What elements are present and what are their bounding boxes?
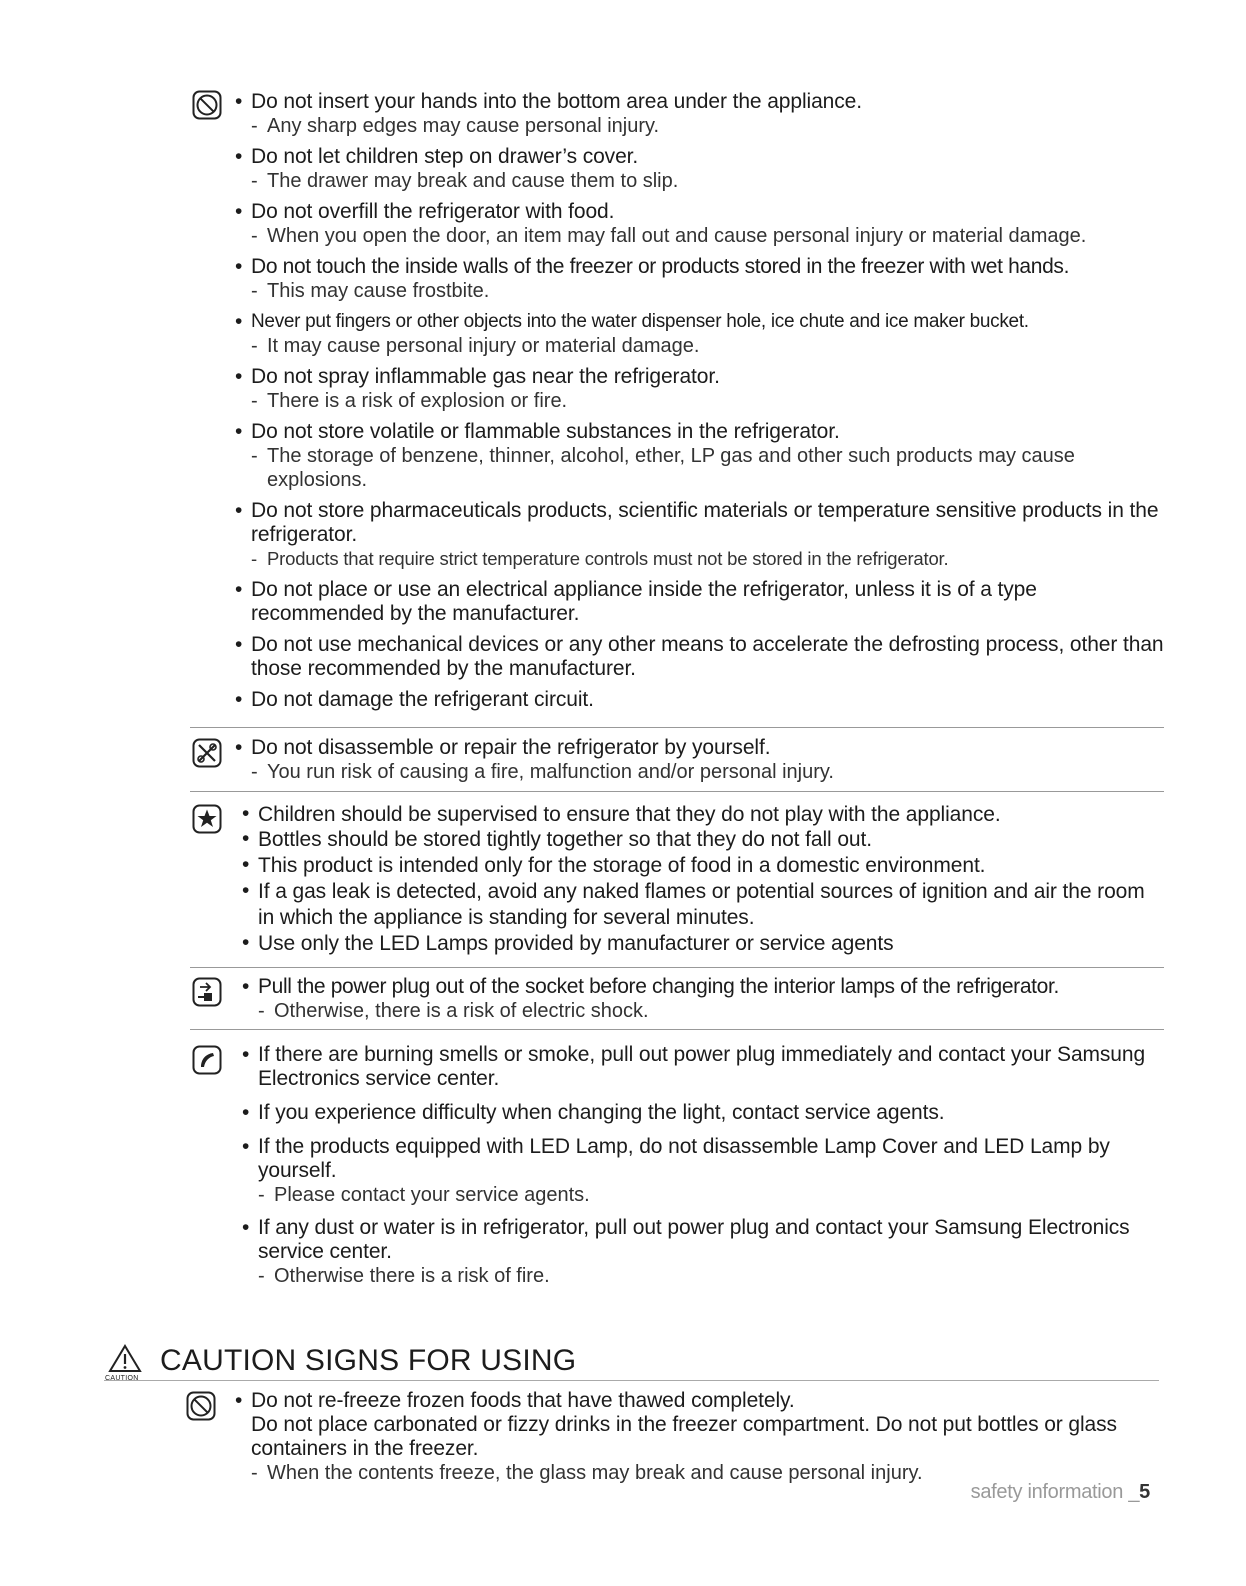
list-item: • If any dust or water is in refrigerator, pull out power plug and contact your Samsung Electronics service center. - Otherwise there is a risk of fire.	[242, 1216, 1164, 1288]
section-title: CAUTION SIGNS FOR USING	[160, 1344, 577, 1377]
item-subtext: - You run risk of causing a fire, malfunction and/or personal injury.	[251, 761, 834, 783]
item-subtext: - This may cause frostbite.	[251, 280, 490, 302]
no-disassembly-icon	[192, 738, 222, 768]
list-item: • If you experience difficulty when changing the light, contact service agents.	[242, 1101, 1164, 1125]
list-item: • Children should be supervised to ensure that they do not play with the appliance.	[242, 802, 1164, 827]
item-text: Do not use mechanical devices or any other means to accelerate the defrosting process, other than those recommended by the manufacturer.	[251, 633, 1164, 680]
list-item: • Do not overfill the refrigerator with food. - When you open the door, an item may fall out and cause personal injury or material damage.	[235, 200, 1164, 248]
item-subtext: - Otherwise, there is a risk of electric shock.	[258, 1000, 649, 1022]
item-subtext: - When the contents freeze, the glass may break and cause personal injury.	[251, 1462, 923, 1484]
divider	[190, 727, 1164, 728]
item-text: Pull the power plug out of the socket before changing the interior lamps of the refrigerator.	[258, 975, 1059, 998]
list-item: • Do not use mechanical devices or any other means to accelerate the defrosting process, other than those recommended by the manufacturer.	[235, 633, 1164, 680]
item-subtext: - It may cause personal injury or material damage.	[251, 335, 700, 357]
item-text: Do not damage the refrigerant circuit.	[251, 688, 594, 711]
caution-icon-label: CAUTION	[105, 1375, 139, 1382]
list-item: • Do not store volatile or flammable substances in the refrigerator. - The storage of benzene, thinner, alcohol, ether, LP gas and other such products may cause explosions.	[235, 420, 1164, 492]
list-item: • Do not store pharmaceuticals products, scientific materials or temperature sensitive products in the refrigerator. - Products that require strict temperature controls must not be stored in the refrigerator.	[235, 499, 1164, 571]
item-text: Do not store pharmaceuticals products, scientific materials or temperature sensitive products in the refrigerator.	[251, 499, 1159, 546]
divider	[190, 967, 1164, 968]
list-item: • Do not place or use an electrical appliance inside the refrigerator, unless it is of a type recommended by the manufacturer.	[235, 578, 1164, 626]
page-footer	[971, 1481, 1150, 1504]
list-item: • Do not let children step on drawer’s cover. - The drawer may break and cause them to slip.	[235, 145, 1164, 193]
item-list	[242, 975, 1164, 1023]
item-text: If you experience difficulty when changing the light, contact service agents.	[258, 1101, 945, 1124]
item-subtext: - The storage of benzene, thinner, alcohol, ether, LP gas and other such products may cause explosions.	[251, 445, 1075, 491]
item-text: Do not disassemble or repair the refrigerator by yourself.	[251, 736, 771, 759]
divider	[190, 791, 1164, 792]
important-star-icon	[192, 804, 222, 834]
item-list	[235, 1389, 1164, 1485]
list-item: • Never put fingers or other objects into the water dispenser hole, ice chute and ice maker bucket. - It may cause personal injury or material damage.	[235, 310, 1164, 358]
item-text: Do not store volatile or flammable substances in the refrigerator.	[251, 420, 840, 443]
list-item: • If there are burning smells or smoke, pull out power plug immediately and contact your Samsung Electronics service center.	[242, 1043, 1164, 1091]
item-text: Do not place carbonated or fizzy drinks in the freezer compartment. Do not put bottles or glass containers in the freezer.	[251, 1413, 1117, 1460]
item-text: If any dust or water is in refrigerator, pull out power plug and contact your Samsung Electronics service center.	[258, 1216, 1130, 1263]
item-list	[242, 802, 1164, 957]
list-item: • This product is intended only for the storage of food in a domestic environment.	[242, 853, 1164, 879]
item-text: Children should be supervised to ensure that they do not play with the appliance.	[258, 803, 1001, 826]
item-text: Do not re-freeze frozen foods that have thawed completely.	[251, 1389, 795, 1412]
item-subtext: - Please contact your service agents.	[258, 1184, 590, 1206]
item-list	[242, 1043, 1164, 1288]
item-subtext: - When you open the door, an item may fall out and cause personal injury or material damage.	[251, 225, 1087, 247]
item-text: Use only the LED Lamps provided by manufacturer or service agents	[258, 932, 894, 955]
caution-heading	[104, 1340, 1159, 1381]
item-subtext: - Any sharp edges may cause personal injury.	[251, 115, 660, 137]
divider	[190, 1029, 1164, 1030]
list-item: • If a gas leak is detected, avoid any naked flames or potential sources of ignition and air the room in which the appliance is standing for several minutes.	[242, 879, 1164, 931]
item-text: If there are burning smells or smoke, pull out power plug immediately and contact your Samsung Electronics service center.	[258, 1043, 1146, 1090]
list-item: • Do not damage the refrigerant circuit.	[235, 688, 1164, 712]
item-text: If a gas leak is detected, avoid any naked flames or potential sources of ignition and air the room in which the appliance is standing for several minutes.	[258, 880, 1145, 929]
list-item: • Bottles should be stored tightly together so that they do not fall out.	[242, 827, 1164, 853]
list-item: • Do not spray inflammable gas near the refrigerator. - There is a risk of explosion or fire.	[235, 365, 1164, 413]
item-subtext: - Otherwise there is a risk of fire.	[258, 1265, 550, 1287]
list-item: • Pull the power plug out of the socket before changing the interior lamps of the refrigerator. - Otherwise, there is a risk of electric shock.	[242, 975, 1164, 1023]
item-subtext: - There is a risk of explosion or fire.	[251, 390, 568, 412]
list-item: • Do not disassemble or repair the refrigerator by yourself. - You run risk of causing a fire, malfunction and/or personal injury.	[235, 736, 1164, 784]
list-item: • Do not insert your hands into the bottom area under the appliance. - Any sharp edges may cause personal injury.	[235, 90, 1164, 138]
item-text: Do not spray inflammable gas near the refrigerator.	[251, 365, 720, 388]
list-item: • Use only the LED Lamps provided by manufacturer or service agents	[242, 931, 1164, 957]
prohibited-icon	[192, 90, 222, 120]
contact-service-icon	[192, 1045, 222, 1075]
item-list	[235, 90, 1164, 712]
item-text: Never put fingers or other objects into the water dispenser hole, ice chute and ice maker bucket.	[251, 311, 1029, 332]
item-text: Do not touch the inside walls of the freezer or products stored in the freezer with wet hands.	[251, 255, 1070, 278]
item-subtext: - Products that require strict temperature controls must not be stored in the refrigerator.	[251, 548, 949, 569]
item-text: Do not insert your hands into the bottom area under the appliance.	[251, 90, 862, 113]
list-item: • If the products equipped with LED Lamp, do not disassemble Lamp Cover and LED Lamp by yourself. - Please contact your service agents.	[242, 1135, 1164, 1207]
item-text: Bottles should be stored tightly together so that they do not fall out.	[258, 828, 872, 851]
item-text: Do not overfill the refrigerator with food.	[251, 200, 615, 223]
list-item: • Do not re-freeze frozen foods that have thawed completely. Do not place carbonated or fizzy drinks in the freezer compartment. Do not put bottles or glass containers in the freezer. - When the contents freeze, the glass may break and cause personal injury.	[235, 1389, 1164, 1485]
footer-text: safety information _	[970, 1481, 1140, 1503]
page-number: 5	[1139, 1481, 1150, 1503]
item-text: If the products equipped with LED Lamp, do not disassemble Lamp Cover and LED Lamp by yourself.	[258, 1135, 1110, 1182]
list-item: • Do not touch the inside walls of the freezer or products stored in the freezer with wet hands. - This may cause frostbite.	[235, 255, 1164, 303]
item-subtext: - The drawer may break and cause them to slip.	[251, 170, 679, 192]
caution-icon	[104, 1344, 146, 1380]
item-text: Do not let children step on drawer’s cover.	[251, 145, 639, 168]
prohibited-icon	[186, 1391, 216, 1421]
item-text: This product is intended only for the storage of food in a domestic environment.	[258, 854, 986, 877]
unplug-icon	[192, 977, 222, 1007]
item-text: Do not place or use an electrical appliance inside the refrigerator, unless it is of a type recommended by the manufacturer.	[251, 578, 1037, 625]
item-list	[235, 736, 1164, 784]
